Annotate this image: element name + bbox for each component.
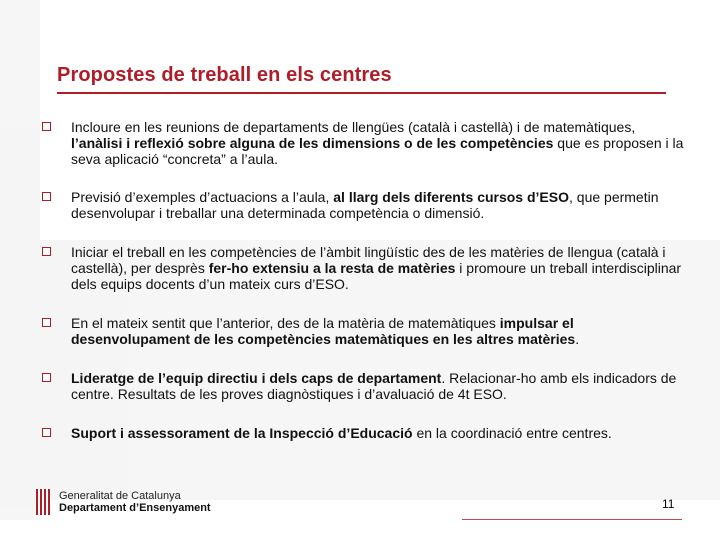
checkbox-bullet-icon — [42, 122, 51, 131]
bullet-item — [40, 119, 690, 167]
bullet-item — [40, 189, 690, 221]
checkbox-bullet-icon — [42, 247, 51, 256]
footer-rule — [462, 519, 682, 520]
bullet-text-bold: fer-ho extensiu a la resta de matèries — [208, 260, 456, 276]
bullet-text-bold: Lideratge de l’equip directiu i dels caps de departament — [71, 370, 442, 386]
footer-logo — [35, 489, 235, 519]
bullet-text: i promoure un treball interdisciplinar dels equips docents d’un mateix curs d’ESO. — [71, 260, 682, 292]
org-name-line2: Departament d’Ensenyament — [59, 502, 211, 514]
bullet-list — [40, 119, 690, 441]
title-underline — [57, 92, 666, 94]
org-name-line1: Generalitat de Catalunya — [59, 490, 181, 502]
bullet-item — [40, 370, 690, 402]
bullet-item — [40, 425, 690, 441]
bullet-text: Previsió d’exemples d’actuacions a l’aula, — [71, 189, 334, 205]
checkbox-bullet-icon — [42, 318, 51, 327]
checkbox-bullet-icon — [42, 373, 51, 382]
bullet-text: , que permetin desenvolupar i treballar una determinada competència o dimensió. — [71, 189, 659, 221]
bullet-text: . Relacionar-ho amb els indicadors de centre. Resultats de les proves diagnòstiques i d’avaluació de 4t ESO. — [71, 370, 677, 402]
bullet-text-bold: al llarg dels diferents cursos d’ESO — [333, 189, 569, 205]
slide-title: Propostes de treball en els centres — [57, 64, 392, 86]
bullet-text: Incloure en les reunions de departaments de llengües (català i castellà) i de matemàtiques, — [71, 119, 636, 135]
generalitat-flag-icon — [35, 489, 51, 515]
checkbox-bullet-icon — [42, 192, 51, 201]
bullet-text: En el mateix sentit que l’anterior, des de la matèria de matemàtiques — [71, 315, 500, 331]
bullet-text-bold: l’anàlisi i reflexió sobre alguna de les dimensions o de les competències — [71, 135, 554, 151]
page-number: 11 — [662, 497, 675, 511]
bullet-item — [40, 244, 690, 292]
bullet-text: en la coordinació entre centres. — [412, 425, 612, 441]
bullet-text: . — [575, 331, 580, 347]
bullet-text-bold: Suport i assessorament de la Inspecció d’Educació — [71, 425, 413, 441]
bullet-text: que es proposen i la seva aplicació “concreta” a l’aula. — [71, 135, 684, 167]
bullet-text: Iniciar el treball en les competències de l’àmbit lingüístic des de les matèries de llengua (català i castellà), per desprès — [71, 244, 666, 276]
bullet-item — [40, 315, 690, 347]
bullet-text-bold: impulsar el desenvolupament de les competències matemàtiques en les altres matèries — [71, 315, 576, 347]
checkbox-bullet-icon — [42, 428, 51, 437]
